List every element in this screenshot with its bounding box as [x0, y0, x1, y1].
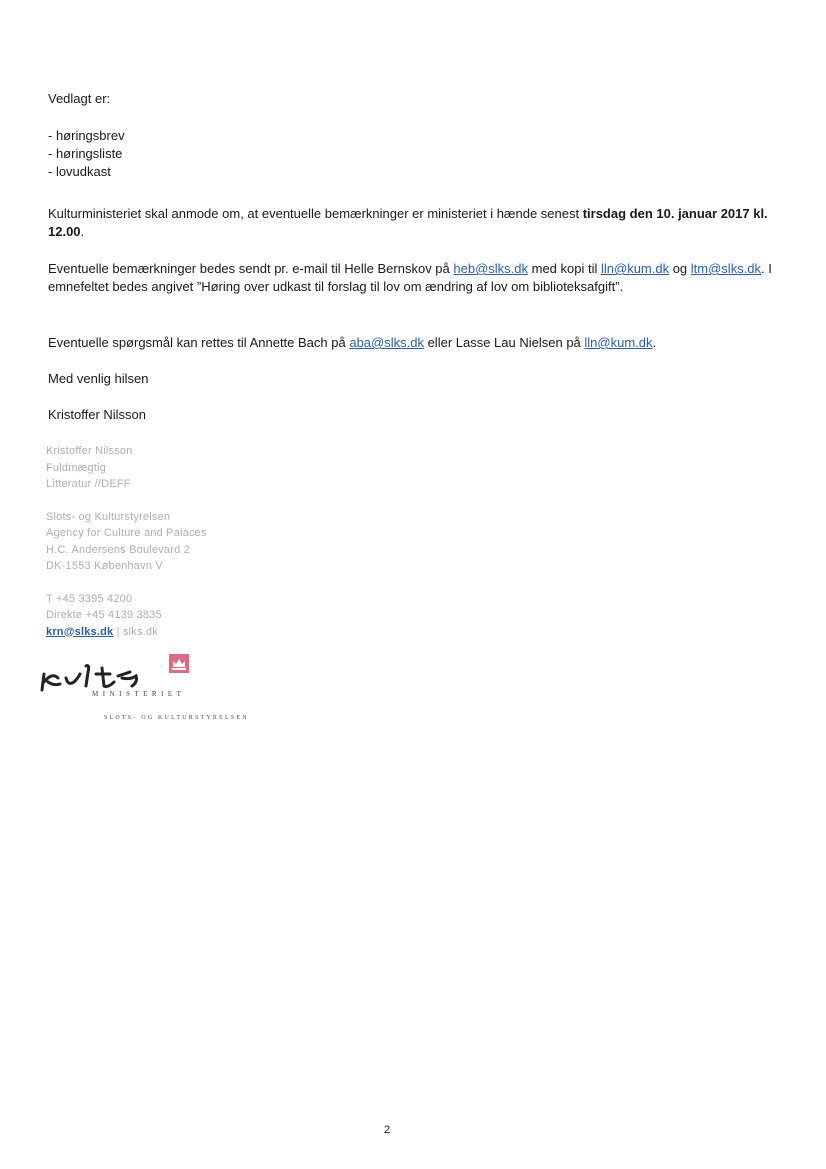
signature-web: slks.dk	[122, 625, 158, 638]
questions-paragraph: Eventuelle spørgsmål kan rettes til Annette Bach på aba@slks.dk eller Lasse Lau Nielsen på lln@kum.dk.	[48, 335, 657, 350]
attachment-item: - høringsbrev	[48, 128, 125, 143]
email-link-lln[interactable]: lln@kum.dk	[600, 261, 670, 276]
attachment-item: - lovudkast	[48, 164, 111, 179]
signature-org-en: Agency for Culture and Palaces	[46, 527, 207, 539]
greeting: Med venlig hilsen	[48, 371, 149, 386]
page-number: 2	[384, 1124, 391, 1136]
signature-dept: Litteratur //DEFF	[46, 478, 131, 490]
signature-title: Fuldmægtig	[46, 461, 107, 474]
sender-name: Kristoffer Nilsson	[48, 407, 147, 422]
deadline-date: tirsdag den 10. januar 2017 kl. 12.00	[48, 206, 768, 239]
deadline-paragraph: Kulturministeriet skal anmode om, at eventuelle bemærkninger er ministeriet i hænde senest tirsdag den 10. januar 2017 kl. 12.00.	[48, 206, 768, 239]
email-link-lln-2[interactable]: lln@kum.dk	[584, 335, 653, 350]
signature-email-link[interactable]: krn@slks.dk	[46, 625, 114, 638]
signature-city: DK-1553 København V	[46, 560, 163, 572]
signature-phone: T +45 3395 4200	[46, 592, 133, 605]
logo-script-mark	[42, 666, 137, 690]
signature-direct: Direkte +45 4139 3835	[46, 609, 162, 621]
submission-paragraph: Eventuelle bemærkninger bedes sendt pr. e-mail til Helle Bernskov på heb@slks.dk med kopi til lln@kum.dk og ltm@slks.dk. I emnefeltet bedes angivet ”Høring over udkast til forslag til lov om ændring af lov om biblioteksafgift”.	[48, 261, 772, 294]
signature-block: Kristoffer Nilsson Fuldmægtig Litteratur //DEFF Slots- og Kulturstyrelsen Agency for Culture and Palaces H.C. Andersens Boulevard 2 DK-1553 København V T +45 3395 4200 Direkte +45 4139 3835 krn@slks.dk | slks.dk	[46, 445, 207, 638]
email-link-heb[interactable]: heb@slks.dk	[453, 261, 528, 276]
attachments-heading: Vedlagt er:	[48, 91, 111, 106]
logo-wordmark: MINISTERIET	[92, 690, 186, 698]
signature-name: Kristoffer Nilsson	[46, 445, 133, 457]
email-link-ltm[interactable]: ltm@slks.dk	[690, 261, 762, 276]
signature-street: H.C. Andersens Boulevard 2	[46, 543, 190, 556]
signature-org: Slots- og Kulturstyrelsen	[46, 510, 171, 523]
attachments-list	[48, 127, 768, 181]
attachment-item: - høringsliste	[48, 146, 123, 161]
logo-subtitle: SLOTS- OG KULTURSTYRELSEN	[104, 715, 249, 721]
email-link-aba[interactable]: aba@slks.dk	[349, 335, 424, 350]
